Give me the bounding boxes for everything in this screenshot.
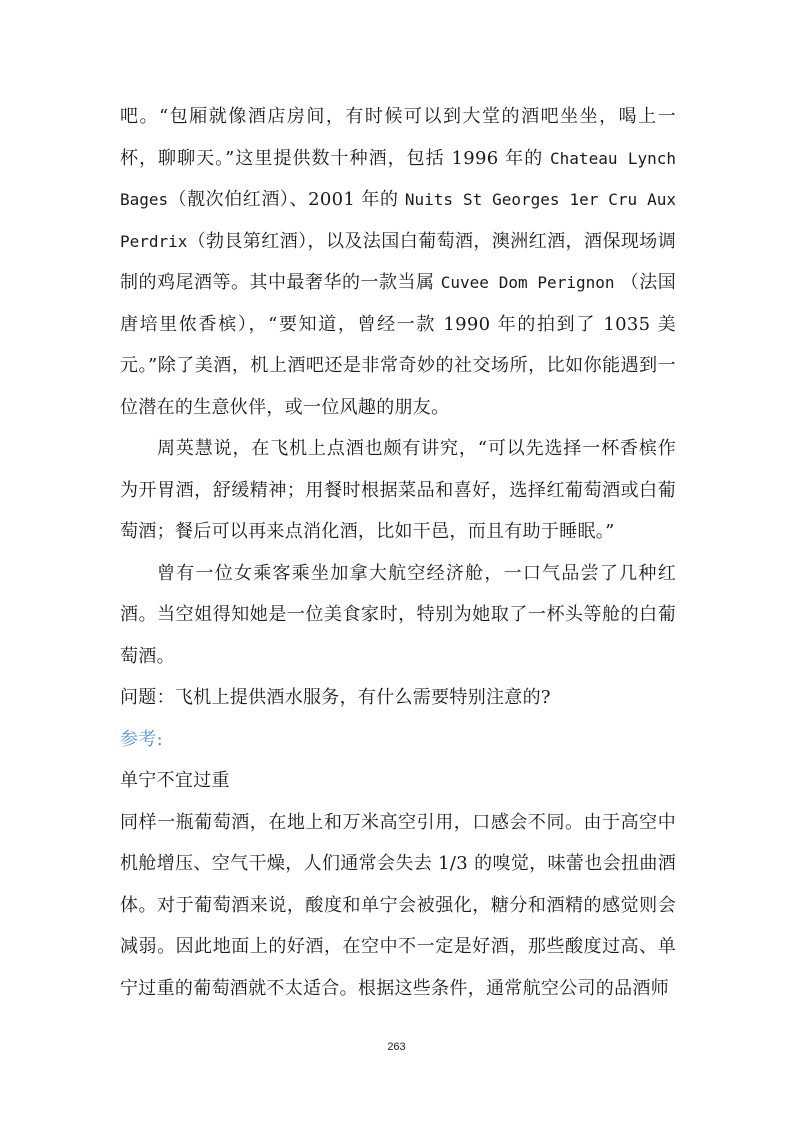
section-subheading: 单宁不宜过重 <box>120 770 230 791</box>
body-text <box>120 96 676 1009</box>
text-run: （勃艮第红酒），以及法国白葡萄酒，澳洲红酒，酒保现场调制的鸡尾酒等。其中最奢华的一款当属 <box>120 230 676 293</box>
text-run: 吧。“包厢就像酒店房间，有时候可以到大堂的酒吧坐坐，喝上一杯，聊聊天。”这里提供数十种酒，包括 1996 年的 <box>120 106 676 169</box>
wine-name: Chateau Lynch Bages <box>120 148 676 209</box>
wine-name: Cuvee Dom Perignon <box>440 273 615 292</box>
text-run: （靓次伯红酒）、2001 年的 <box>168 189 405 210</box>
paragraph-ordering-advice: 周英慧说，在飞机上点酒也颇有讲究，“可以先选择一杯香槟作为开胃酒，舒缓精神；用餐时根据菜品和喜好，选择红葡萄酒或白葡萄酒；餐后可以再来点消化酒，比如干邑，而且有助于睡眠。” <box>120 438 676 542</box>
text-run: （法国唐培里侬香槟），“要知道，曾经一款 1990 年的拍到了 1035 美元。”除了美酒，机上酒吧还是非常奇妙的社交场所，比如你能遇到一位潜在的生意伙伴，或一位风趣的朋友。 <box>120 272 677 418</box>
paragraph-tannin: 同样一瓶葡萄酒，在地上和万米高空引用，口感会不同。由于高空中机舱增压、空气干燥，人们通常会失去 1/3 的嗅觉，味蕾也会扭曲酒体。对于葡萄酒来说，酸度和单宁会被强化，糖分和酒精的感觉则会减弱。因此地面上的好酒，在空中不一定是好酒，那些酸度过高、单宁过重的葡萄酒就不太适合。根据这些条件，通常航空公司的品酒师 <box>120 811 676 999</box>
paragraph-bar-lounge <box>120 96 676 428</box>
page-number: 263 <box>387 1041 406 1053</box>
wine-name: Nuits St Georges 1er Cru Aux Perdrix <box>120 190 676 251</box>
reference-label: 参考: <box>120 728 163 750</box>
question-line: 问题：飞机上提供酒水服务，有什么需要特别注意的? <box>120 687 551 708</box>
paragraph-passenger-anecdote: 曾有一位女乘客乘坐加拿大航空经济舱，一口气品尝了几种红酒。当空姐得知她是一位美食家时，特别为她取了一杯头等舱的白葡萄酒。 <box>120 562 676 667</box>
